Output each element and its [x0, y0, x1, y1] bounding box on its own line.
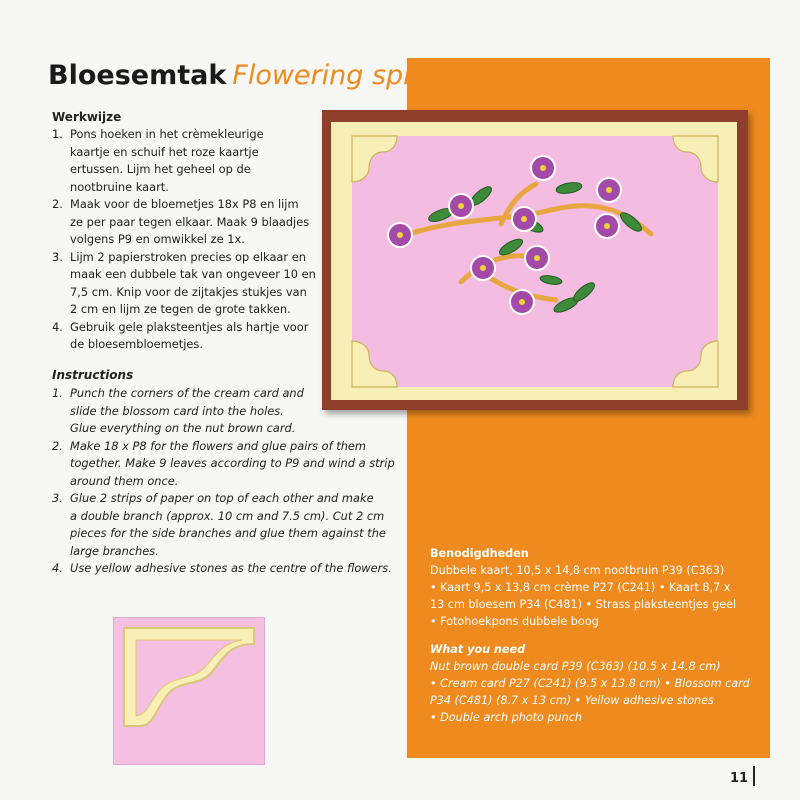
what-you-need-line: • Double arch photo punch	[430, 711, 582, 724]
werkwijze-step: 2. Maak voor de bloemetjes 18x P8 en lijm ze per paar tegen elkaar. Maak 9 blaadjes volgens P9 en omwikkel ze 1x.	[52, 197, 310, 246]
corner-arches	[331, 122, 737, 400]
instructions-heading: Instructions	[52, 368, 134, 382]
corner-arch-bl	[352, 341, 397, 387]
materials-box	[430, 545, 760, 726]
what-you-need-line: Nut brown double card P39 (C363) (10.5 x 14.8 cm)	[430, 660, 721, 673]
page-number: 11	[730, 771, 749, 786]
title-english: Flowering sprig	[232, 60, 439, 91]
instructions-step: 4. Use yellow adhesive stones as the centre of the flowers.	[52, 561, 392, 575]
corner-arch-br	[673, 341, 718, 387]
what-you-need-line: • Cream card P27 (C241) (9.5 x 13.8 cm) • Blossom card	[430, 677, 750, 690]
benodigdheden-line: • Fotohoekpons dubbele boog	[430, 615, 599, 628]
werkwijze-heading: Werkwijze	[52, 110, 122, 124]
instructions-step: 2. Make 18 x P8 for the flowers and glue pairs of them together. Make 9 leaves according to P9 and wind a strip around them once.	[52, 438, 395, 488]
instructions-step: 3. Glue 2 strips of paper on top of each other and make a double branch (approx. 10 cm and 7.5 cm). Cut 2 cm pieces for the side branches and glue them against the large branches.	[52, 491, 386, 558]
corner-arch-tr	[673, 136, 718, 182]
corner-detail-image	[113, 617, 265, 765]
benodigdheden-heading: Benodigdheden	[430, 547, 529, 560]
werkwijze-step: 1. Pons hoeken in het crèmekleurige kaartje en schuif het roze kaartje ertussen. Lijm het geheel op de nootbruine kaart.	[52, 127, 264, 194]
werkwijze-steps	[52, 126, 316, 354]
what-you-need-heading: What you need	[430, 643, 526, 656]
benodigdheden-line: 13 cm bloesem P34 (C481) • Strass plaksteentjes geel	[430, 598, 737, 611]
title-dutch: Bloesemtak	[48, 60, 227, 91]
cream-card	[331, 122, 737, 400]
corner-arch-tl	[352, 136, 397, 182]
page-number-divider	[753, 766, 755, 786]
instructions-steps	[52, 385, 395, 578]
werkwijze-step: 3. Lijm 2 papierstroken precies op elkaar en maak een dubbele tak van ongeveer 10 en 7,5 cm. Knip voor de zijtakjes stukjes van 2 cm en lijm ze tegen de grote takken.	[52, 249, 316, 316]
benodigdheden-list	[430, 562, 760, 630]
benodigdheden-line: • Kaart 9,5 x 13,8 cm crème P27 (C241) • Kaart 8,7 x	[430, 581, 731, 594]
page-title	[48, 60, 439, 91]
corner-detail-arch	[114, 618, 264, 764]
instructions-step: 1. Punch the corners of the cream card and slide the blossom card into the holes. Glue everything on the nut brown card.	[52, 386, 304, 435]
card-photo	[322, 110, 748, 410]
werkwijze-step: 4. Gebruik gele plaksteentjes als hartje voor de bloesembloemetjes.	[52, 319, 309, 351]
what-you-need-list	[430, 658, 760, 726]
benodigdheden-line: Dubbele kaart, 10,5 x 14,8 cm nootbruin P39 (C363)	[430, 564, 725, 577]
what-you-need-line: P34 (C481) (8.7 x 13 cm) • Yellow adhesive stones	[430, 694, 714, 707]
